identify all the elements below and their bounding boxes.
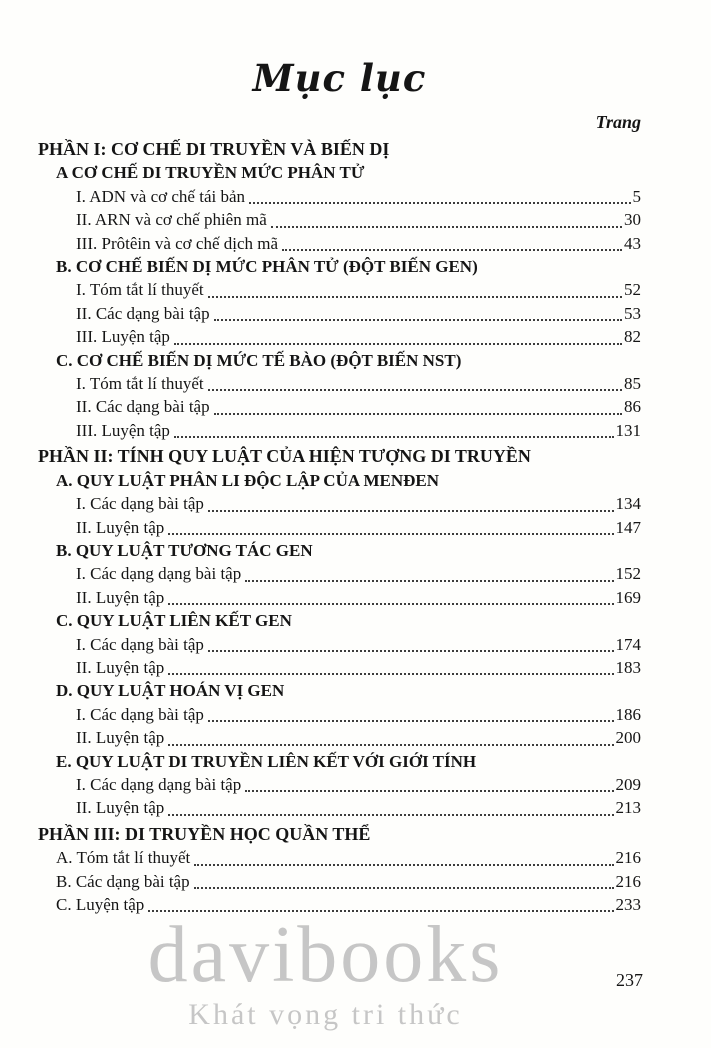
toc-entry-label: I. Các dạng dạng bài tập [76, 564, 242, 584]
toc-entry-label: I. Các dạng bài tập [76, 494, 204, 514]
toc-entry-label: C. QUY LUẬT LIÊN KẾT GEN [56, 611, 292, 631]
page-column-header: Trang [595, 112, 641, 132]
toc-page-number: 186 [615, 704, 641, 724]
toc-page-number: 131 [615, 420, 641, 440]
toc-entry-label: I. Các dạng bài tập [76, 634, 204, 654]
toc-page-number: 213 [615, 798, 641, 818]
dotted-leader [194, 870, 614, 889]
toc-entry-label: I. Tóm tắt lí thuyết [76, 374, 204, 394]
toc-page-number: 174 [615, 634, 641, 654]
toc-page-number: 43 [624, 233, 641, 253]
toc-heading-row [38, 750, 641, 773]
toc-heading-row [38, 255, 641, 278]
toc-heading-row [38, 469, 641, 492]
dotted-leader [214, 395, 622, 414]
dotted-leader [168, 796, 613, 815]
toc-page-number: 134 [615, 494, 641, 514]
toc-page-number: 209 [615, 774, 641, 794]
dotted-leader [249, 185, 630, 204]
toc-item-row [38, 656, 641, 679]
toc-entry-label: II. Luyện tập [76, 798, 165, 818]
toc-page-number: 5 [632, 186, 641, 206]
toc-entry-label: I. Tóm tắt lí thuyết [76, 280, 204, 300]
toc-list [38, 138, 641, 916]
toc-entry-label: B. QUY LUẬT TƯƠNG TÁC GEN [56, 540, 313, 560]
toc-page-number: 200 [615, 728, 641, 748]
toc-entry-label: B. Các dạng bài tập [56, 871, 190, 891]
dotted-leader [245, 773, 613, 792]
toc-item-row [38, 302, 641, 325]
toc-item-row [38, 586, 641, 609]
dotted-leader [174, 325, 622, 344]
dotted-leader [214, 302, 622, 321]
toc-item-row [38, 372, 641, 395]
toc-page-number: 52 [624, 280, 641, 300]
toc-item-row [38, 562, 641, 585]
toc-item-row [38, 516, 641, 539]
dotted-leader [208, 372, 622, 391]
toc-item-row [38, 395, 641, 418]
toc-entry-label: II. Luyện tập [76, 587, 165, 607]
toc-item-row [38, 419, 641, 442]
toc-entry-label: A CƠ CHẾ DI TRUYỀN MỨC PHÂN TỬ [56, 163, 365, 183]
toc-entry-label: III. Luyện tập [76, 420, 170, 440]
toc-page-number: 82 [624, 327, 641, 347]
toc-item-row [38, 232, 641, 255]
toc-entry-label: III. Luyện tập [76, 327, 170, 347]
toc-item-row [38, 703, 641, 726]
dotted-leader [168, 656, 613, 675]
toc-item-row [38, 492, 641, 515]
toc-entry-label: I. ADN và cơ chế tái bản [76, 186, 246, 206]
dotted-leader [168, 516, 613, 535]
toc-page-number: 147 [615, 517, 641, 537]
toc-heading-row [38, 138, 641, 161]
toc-entry-label: C. Luyện tập [56, 895, 145, 914]
toc-heading-row [38, 609, 641, 632]
toc-page-number: 85 [624, 374, 641, 394]
toc-entry-label: III. Prôtêin và cơ chế dịch mã [76, 233, 279, 253]
toc-entry-label: II. Các dạng bài tập [76, 303, 210, 323]
toc-entry-label: II. Các dạng bài tập [76, 397, 210, 417]
page-title: Mục lục [252, 56, 427, 100]
dotted-leader [282, 232, 622, 251]
toc-heading-row [38, 679, 641, 702]
toc-entry-label: II. Luyện tập [76, 517, 165, 537]
toc-entry-label: I. Các dạng bài tập [76, 704, 204, 724]
toc-entry-label: I. Các dạng dạng bài tập [76, 774, 242, 794]
toc-entry-label: A. Tóm tắt lí thuyết [56, 848, 191, 868]
toc-page-number: 216 [615, 848, 641, 868]
toc-heading-row [38, 823, 641, 846]
toc-entry-label: II. Luyện tập [76, 657, 165, 677]
dotted-leader [271, 208, 622, 227]
toc-page-number: 152 [615, 564, 641, 584]
dotted-leader [174, 419, 614, 438]
page-number: 237 [616, 970, 643, 990]
toc-entry-label: II. ARN và cơ chế phiên mã [76, 210, 267, 230]
toc-entry-label: D. QUY LUẬT HOÁN VỊ GEN [56, 681, 285, 701]
toc-entry-label: PHẦN II: TÍNH QUY LUẬT CỦA HIỆN TƯỢNG DI TRUYỀN [38, 446, 531, 467]
dotted-leader [208, 703, 614, 722]
toc-page-number: 86 [624, 397, 641, 417]
toc-entry-label: B. CƠ CHẾ BIẾN DỊ MỨC PHÂN TỬ (ĐỘT BIẾN GEN) [56, 257, 478, 277]
dotted-leader [168, 586, 613, 605]
dotted-leader [208, 278, 622, 297]
toc-page-number: 183 [615, 657, 641, 677]
dotted-leader [148, 893, 613, 912]
watermark-slogan-text: Khát vọng tri thức [188, 998, 463, 1031]
toc-entry-label: II. Luyện tập [76, 728, 165, 748]
toc-page-number: 53 [624, 303, 641, 323]
toc-page-number: 169 [615, 587, 641, 607]
toc-item-row [38, 325, 641, 348]
toc-item-row [38, 870, 641, 893]
toc-item-row [38, 773, 641, 796]
toc-page-number: 233 [615, 895, 641, 914]
toc-item-row [38, 185, 641, 208]
dotted-leader [208, 492, 614, 511]
toc-item-row [38, 846, 641, 869]
dotted-leader [168, 726, 613, 745]
toc-item-row [38, 893, 641, 916]
dotted-leader [194, 846, 613, 865]
toc-entry-label: C. CƠ CHẾ BIẾN DỊ MỨC TẾ BÀO (ĐỘT BIẾN NST) [56, 350, 462, 370]
toc-item-row [38, 633, 641, 656]
toc-entry-label: E. QUY LUẬT DI TRUYỀN LIÊN KẾT VỚI GIỚI TÍNH [56, 751, 477, 771]
toc-item-row [38, 208, 641, 231]
dotted-leader [208, 633, 614, 652]
toc-heading-row [38, 161, 641, 184]
toc-page-number: 216 [615, 871, 641, 891]
toc-item-row [38, 278, 641, 301]
toc-heading-row [38, 349, 641, 372]
toc-heading-row [38, 445, 641, 468]
toc-heading-row [38, 539, 641, 562]
watermark-logo-text: davibooks [147, 911, 504, 999]
dotted-leader [245, 562, 613, 581]
toc-item-row [38, 726, 641, 749]
toc-page-number: 30 [624, 210, 641, 230]
toc-entry-label: PHẦN I: CƠ CHẾ DI TRUYỀN VÀ BIẾN DỊ [38, 139, 390, 159]
toc-item-row [38, 796, 641, 819]
toc-entry-label: A. QUY LUẬT PHÂN LI ĐỘC LẬP CỦA MENĐEN [56, 470, 439, 490]
toc-entry-label: PHẦN III: DI TRUYỀN HỌC QUẦN THỂ [38, 823, 371, 844]
